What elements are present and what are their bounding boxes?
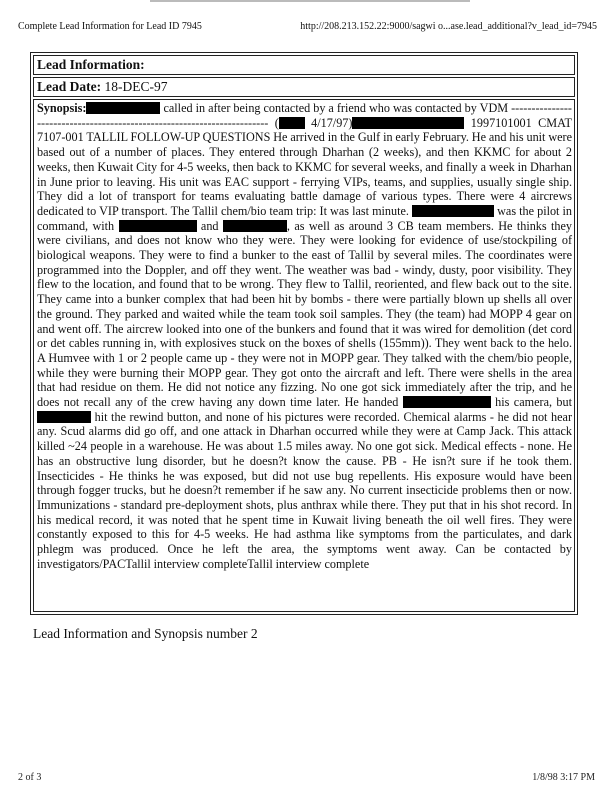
redaction-block [86, 102, 160, 114]
page-title: Complete Lead Information for Lead ID 7945 [18, 21, 202, 32]
redaction-block [223, 220, 287, 232]
synopsis-part: hit the rewind button, and none of his pictures were recorded. Chemical alarms - he did not hear any. Scud alarms did go off, and one attack in Dharhan occurred while they were at Camp Jack. This attack killed ~24 people in a warehouse. He was about 1.5 miles away. No one got sick. Medical effects - none. He has an obstructive lung disorder, but he doesn?t know the cause. PB - He isn?t sure if he took them. Insecticides - He thinks he was exposed, but did not use bug repellents. His exposure would have been through fogger trucks, but he doesn?t remember if he saw any. No current insecticide problems then or now. Immunizations - standard pre-deployment shots, plus anthrax while there. They put that in his shot record. In his medical record, it was noted that he spent time in Kuwait living beneath the oil well fires. They were constantly exposed to this for 4-5 weeks. He had asthma like symptoms from the particulates, and dark phlegm was produced. Once he left the area, the symptoms went away. Can be contacted by investigators/PACTallil interview completeTallil interview complete [37, 409, 572, 571]
print-footer [18, 772, 595, 783]
lead-date-value: 18-DEC-97 [104, 79, 168, 94]
synopsis-part: 4/17/97) [304, 115, 353, 130]
lead-date-row [33, 77, 575, 97]
synopsis-part: his camera, but [490, 395, 572, 410]
lead-date-label: Lead Date: [37, 79, 102, 94]
synopsis-part: and [196, 218, 223, 233]
redaction-block [119, 220, 197, 232]
synopsis-part: 1997101001 CMAT 7107-001 TALLIL FOLLOW-UP QUESTIONS He arrived in the Gulf in early February. He and his unit were based out of a number of places. They entered through Dharhan (2 weeks), and then KKMC for about 2 weeks, then Kuwait City for 4-5 weeks, then back to KKMC for several weeks, and finally a week in Dharhan in June prior to leaving. His unit was EAC support - ferrying VIPs, teams, and supplies, usually single ship. They did a lot of transport for teams evaluating battle damage of various types. There were 4 aircrews dedicated to VIP transport. The Tallil chem/bio team trip: It was last minute. [37, 115, 572, 218]
section-caption: Lead Information and Synopsis number 2 [33, 626, 258, 641]
lead-information-heading: Lead Information: [33, 55, 575, 75]
redaction-block [352, 117, 410, 129]
print-header [18, 21, 597, 32]
print-datetime: 1/8/98 3:17 PM [532, 772, 595, 783]
synopsis-part: called in after being contacted by a friend who was contacted by VDM ------------------------------------------------------------------------ ( [37, 101, 572, 130]
redaction-block [37, 411, 91, 423]
synopsis-label: Synopsis: [37, 101, 87, 115]
page-url: http://208.213.152.22:9000/sagwi o...ase.lead_additional?v_lead_id=7945 [300, 21, 597, 32]
lead-table [30, 52, 578, 615]
synopsis-text [37, 101, 572, 572]
redaction-block [412, 205, 456, 217]
page-number: 2 of 3 [18, 772, 42, 783]
synopsis-cell [33, 99, 575, 612]
synopsis-part: was the pilot in command, with [37, 203, 572, 233]
redaction-block [456, 205, 494, 217]
synopsis-part: , as well as around 3 CB team members. He thinks they were civilians, and does not know who they were. They were looking for evidence of use/stockpiling of biological weapons. They were to find a bunker to the east of Tallil by several miles. The coordinates were programmed into the Doppler, and off they went. The weather was bad - windy, dusty, poor visibility. They flew to the location, and found that to be wrong. They flew to Tallil, reoriented, and flew back out to the site. They came into a bunker complex that had been hit by bombs - there were partially blown up shells all over the ground. They parked and waited while the team took soil samples. They (the team) had MOPP 4 gear on and went off. The aircrew looked into one of the bunkers and found that it was wired for demolition (det cord or det cables running in, with explosives stuck on the boxes of shells (155mm)). They went back to the helo. A Humvee with 1 or 2 people came up - they were not in MOPP gear. They talked with the chem/bio people, while they were burning their MOPP gear. They got onto the aircraft and left. There were shells in the area that had residue on them. He did not notice any fizzing. No one got sick immediately after the trip, and he does not recall any of the crew having any down time later. He handed [37, 218, 573, 410]
redaction-block [403, 396, 491, 408]
top-rule [150, 0, 470, 2]
redaction-block [279, 117, 305, 129]
redaction-block [410, 117, 464, 129]
